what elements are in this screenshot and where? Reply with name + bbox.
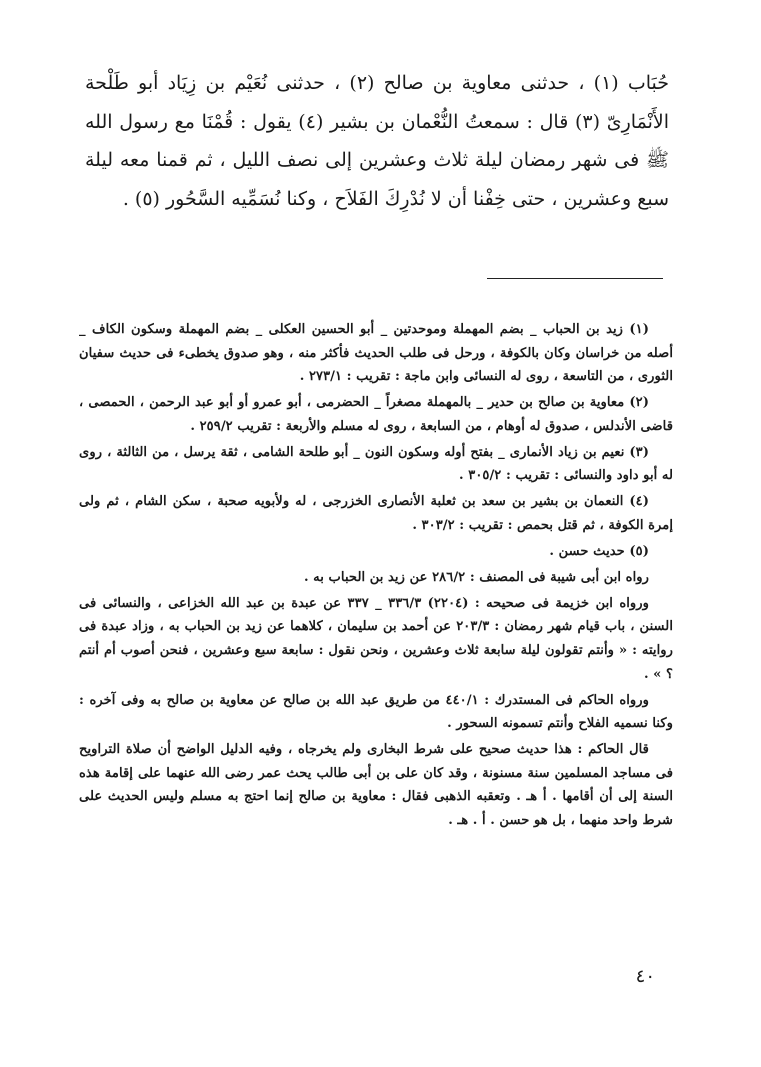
footnote-divider <box>487 278 663 279</box>
footnote-5-ibn-khuzayma: ورواه ابن خزيمة فى صحيحه : (٢٢٠٤) ٣٣٦/٣ _ ٣٣٧ عن عبدة بن عبد الله الخزاعى ، والنسائى فى السنن ، باب قيام شهر رمضان : ٢٠٣/٣ عن أحمد بن سليمان ، كلاهما عن زيد بن الحباب به ، وزاد عبدة فى روايته : « وأنتم تقولون ليلة سابعة ثلاث وعشرين ، ونحن نقول : سابعة سبع وعشرين ، فنحن أصوب أم أنتم ؟ » . <box>79 595 673 682</box>
footnote-5-hakim-comment: قال الحاكم : هذا حديث صحيح على شرط البخارى ولم يخرجاه ، وفيه الدليل الواضح أن صلاة التراويح فى مساجد المسلمين سنة مسنونة ، وقد كان على بن أبى طالب يحث عمر رضى الله عنهما على إقامة هذه السنة إلى أن أقامها . أ هـ . وتعقبه الذهبى فقال : معاوية بن صالح إنما احتج به مسلم وليس الحديث على شرط واحد منهما ، بل هو حسن . أ . هـ . <box>79 742 673 828</box>
main-paragraph: حُبَاب (١) ، حدثنى معاوية بن صالح (٢) ، حدثنى نُعَيْم بن زِيَاد أبو طَلْحة الأَنْمَارِىّ (٣) قال : سمعتُ النُّعْمان بن بشير (٤) يقول : قُمْنَا مع رسول الله ﷺ فى شهر رمضان ليلة ثلاث وعشرين إلى نصف الليل ، ثم قمنا معه ليلة سبع وعشرين ، حتى خِفْنا أن لا نُدْرِكَ الفَلاَح ، وكنا نُسَمِّيه السَّحُور (٥) . <box>85 72 670 210</box>
footnote-3: (٣) نعيم بن زياد الأنمارى _ بفتح أوله وسكون النون _ أبو طلحة الشامى ، ثقة يرسل ، من الثالثة ، روى له أبو داود والنسائى : تقريب : ٣٠٥/٢ . <box>79 444 673 484</box>
main-text-block <box>85 64 669 218</box>
footnote-4: (٤) النعمان بن بشير بن سعد بن ثعلبة الأنصارى الخزرجى ، له ولأبويه صحبة ، سكن الشام ، ثم ولى إمرة الكوفة ، ثم قتل بحمص : تقريب : ٣٠٣/٢ . <box>79 494 673 533</box>
footnote-1: (١) زيد بن الحباب _ بضم المهملة وموحدتين _ أبو الحسين العكلى _ بضم المهملة وسكون الكاف _ أصله من خراسان وكان بالكوفة ، ورحل فى طلب الحديث فأكثر منه ، وهو صدوق يخطىء فى حديث سفيان الثورى ، من التاسعة ، روى له النسائى وابن ماجة : تقريب : ٢٧٣/١ . <box>79 322 673 385</box>
footnote-5-ibn-abi-shayba: رواه ابن أبى شيبة فى المصنف : ٢٨٦/٢ عن زيد بن الحباب به . <box>304 569 649 585</box>
footnote-2: (٢) معاوية بن صالح بن حدير _ بالمهملة مصغراً _ الحضرمى ، أبو عمرو أو أبو عبد الرحمن ، الحمصى ، قاضى الأندلس ، صدوق له أوهام ، من السابعة ، روى له مسلم والأربعة : تقريب ٢٥٩/٢ . <box>79 395 673 434</box>
footnote-5: (٥) حديث حسن . <box>549 543 649 559</box>
footnotes-block <box>79 318 673 835</box>
page-number: ٤٠ <box>635 966 655 987</box>
footnote-5-hakim: ورواه الحاكم فى المستدرك : ٤٤٠/١ من طريق عبد الله بن صالح عن معاوية بن صالح به وفى آخره : وكنا نسميه الفلاح وأنتم تسمونه السحور . <box>79 692 673 732</box>
